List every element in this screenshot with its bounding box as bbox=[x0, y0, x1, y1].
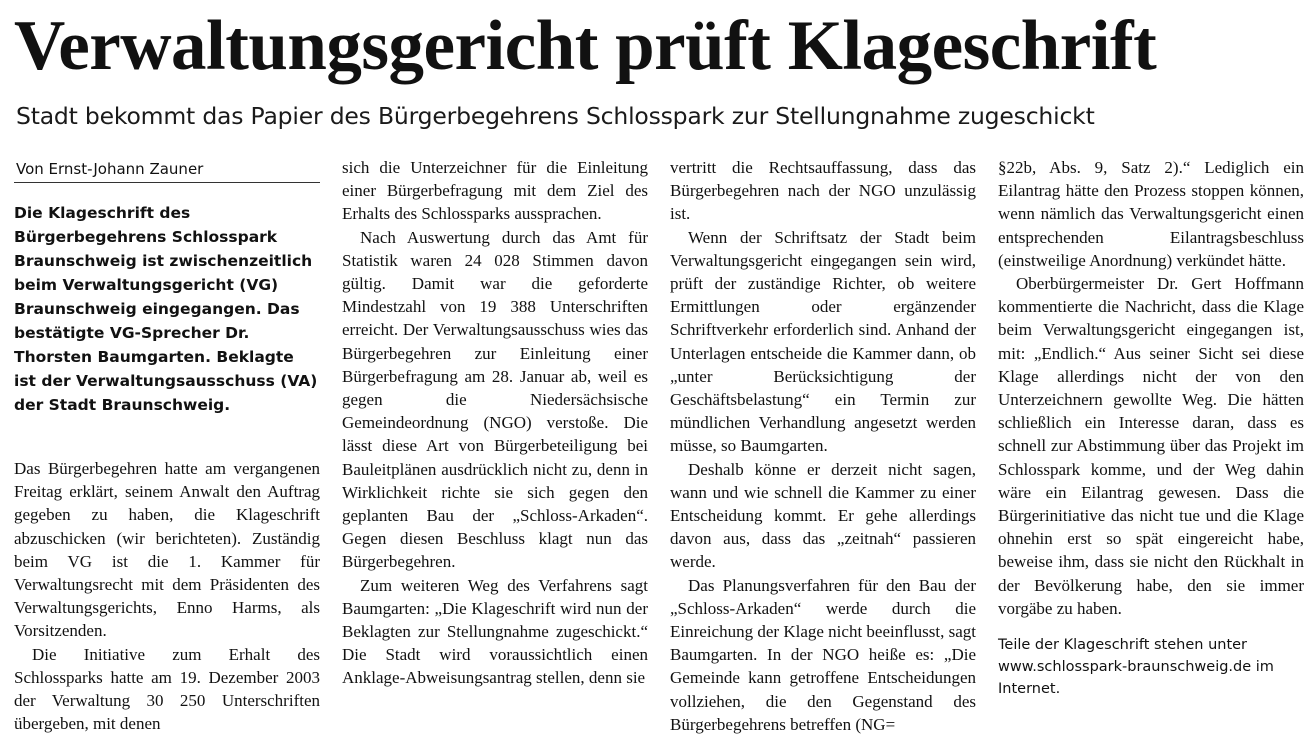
headline: Verwaltungsgericht prüft Klageschrift bbox=[14, 7, 1157, 85]
paragraph: Oberbürgermeister Dr. Gert Hoffmann kommentierte die Nachricht, dass die Klage beim Verwaltungsgericht eingegangen ist, mit: „Endlich.“ Aus seiner Sicht sei diese Klage allerdings nicht der von den Unterzeichnern gewollte Weg. Die hätten schließlich ein Interesse daran, dass es schnell zur Abstimmung über das Projekt im Schlosspark komme, und der Weg dahin wäre ein Eilantrag gewesen. Dass die Bürgerinitiative das nicht tue und die Klage ohnehin erst so spät eingereicht habe, beweise ihm, dass sie nicht den Rückhalt in der Bevölkerung habe, den sie immer vorgäbe zu haben. bbox=[998, 274, 1304, 618]
body-text bbox=[998, 156, 1304, 620]
paragraph: Zum weiteren Weg des Verfahrens sagt Baumgarten: „Die Klageschrift wird nun der Beklagten zur Stellungnahme zugeschickt.“ Die Stadt wird voraussichtlich einen Anklage-Abweisungsantrag stellen, denn sie bbox=[342, 575, 648, 688]
paragraph: vertritt die Rechtsauffassung, dass das Bürgerbegehren nach der NGO unzulässig ist. bbox=[670, 158, 976, 224]
info-note: Teile der Klageschrift stehen unter www.schlosspark-braunschweig.de im Internet. bbox=[998, 637, 1274, 698]
paragraph: §22b, Abs. 9, Satz 2).“ Lediglich ein Eilantrag hätte den Prozess stoppen können, wenn nämlich das Verwaltungsgericht einen entsprechenden Eilantragsbeschluss (einstweilige Anordnung) verkündet hätte. bbox=[998, 158, 1304, 270]
paragraph: Deshalb könne er derzeit nicht sagen, wann und wie schnell die Kammer zu einer Entscheidung kommt. Er gehe allerdings davon aus, dass das „zeitnah“ passieren werde. bbox=[670, 459, 976, 572]
paragraph: Das Bürgerbegehren hatte am vergangenen Freitag erklärt, seinem Anwalt den Auftrag gegeben zu haben, die Klageschrift abzuschicken (wir berichteten). Zuständig beim VG ist die 1. Kammer für Verwaltungsrecht mit dem Präsidenten des Verwaltungsgerichts, Enno Harms, als Vorsitzenden. bbox=[14, 459, 320, 641]
paragraph: Nach Auswertung durch das Amt für Statistik waren 24 028 Stimmen davon gültig. Damit war die geforderte Mindestzahl von 19 388 Unterschriften erreicht. Der Verwaltungsausschuss wies das Bürgerbegehren zur Einleitung einer Bürgerbefragung am 28. Januar ab, weil es gegen die Niedersächsische Gemeindeordnung (NGO) verstoße. Die lässt diese Art von Bürgerbeteiligung bei Bauleitplänen ausdrücklich nicht zu, denn in Wirklichkeit richte sie sich gegen den geplanten Bau der „Schloss-Arkaden“. Gegen diesen Beschluss klagt nun das Bürgerbegehren. bbox=[342, 227, 648, 572]
body-text bbox=[670, 156, 976, 736]
column-2 bbox=[342, 156, 648, 722]
body-text bbox=[342, 156, 648, 690]
paragraph: Das Planungsverfahren für den Bau der „Schloss-Arkaden“ werde durch die Einreichung der Klage nicht beeinflusst, sagt Baumgarten. In der NGO heiße es: „Die Gemeinde kann getroffene Entscheidungen vollziehen, die den Gegenstand des Bürgerbegehrens betreffen (NG= bbox=[670, 575, 976, 734]
column-1 bbox=[14, 156, 320, 734]
paragraph: Die Initiative zum Erhalt des Schlossparks hatte am 19. Dezember 2003 der Verwaltung 30 250 Unterschriften übergeben, mit denen bbox=[14, 644, 320, 734]
subheadline: Stadt bekommt das Papier des Bürgerbegehrens Schlosspark zur Stellungnahme zugeschickt bbox=[16, 102, 1095, 130]
byline: Von Ernst-Johann Zauner bbox=[14, 156, 320, 183]
paragraph: sich die Unterzeichner für die Einleitung einer Bürgerbefragung mit dem Ziel des Erhalts des Schlossparks aussprachen. bbox=[342, 158, 648, 224]
body-text bbox=[14, 457, 320, 735]
column-3 bbox=[670, 156, 976, 734]
paragraph: Wenn der Schriftsatz der Stadt beim Verwaltungsgericht eingegangen sein wird, prüft der zuständige Richter, ob weitere Ermittlungen oder ergänzender Schriftverkehr erforderlich sind. Anhand der Unterlagen entscheide die Kammer dann, ob „unter Berücksichtigung der Geschäftsbelastung“ ein Termin zur mündlichen Verhandlung angesetzt werden müsse, so Baumgarten. bbox=[670, 227, 976, 456]
column-4 bbox=[998, 156, 1304, 722]
lead-paragraph: Die Klageschrift des Bürgerbegehrens Schlosspark Braunschweig ist zwischenzeitlich beim Verwaltungsgericht (VG) Braunschweig eingegangen. Das bestätigte VG-Sprecher Dr. Thorsten Baumgarten. Beklagte ist der Verwaltungsausschuss (VA) der Stadt Braunschweig. bbox=[14, 204, 318, 414]
